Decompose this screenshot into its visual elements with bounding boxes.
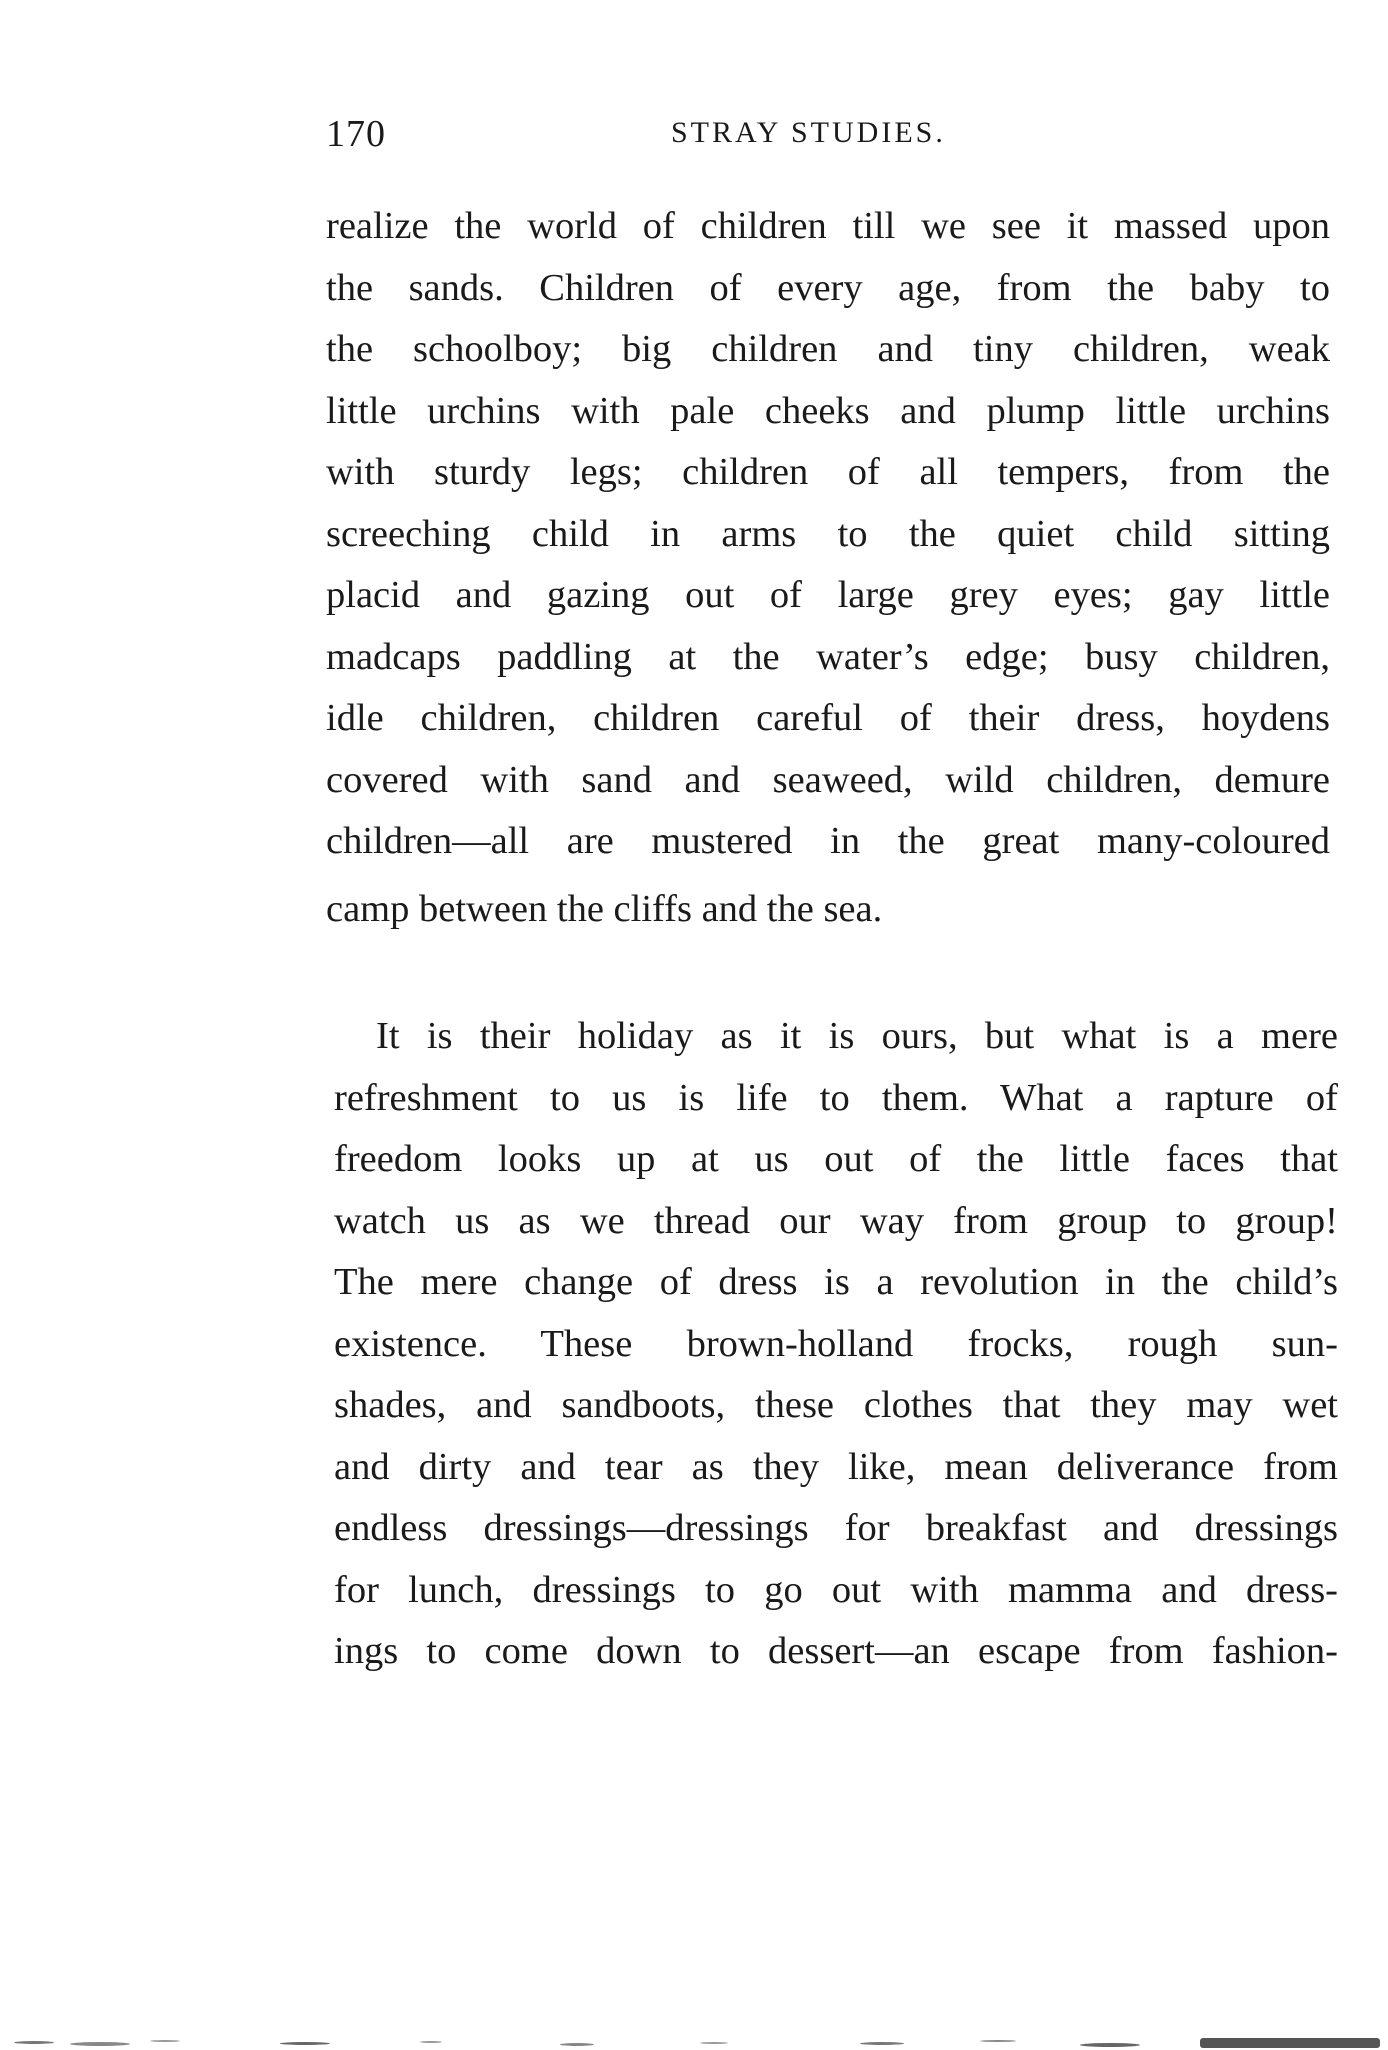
text-line: realize the world of children till we see it massed upon xyxy=(326,205,1330,247)
text-line: the sands. Children of every age, from the baby to xyxy=(326,266,1330,309)
text-line: the schoolboy; big children and tiny children, weak xyxy=(326,328,1330,370)
running-head: STRAY STUDIES. xyxy=(671,116,946,149)
text-line: idle children, children careful of their dress, hoydens xyxy=(326,697,1330,739)
paragraph-2 xyxy=(334,1006,1338,1683)
text-line: existence. These brown-holland frocks, rough sun- xyxy=(334,1322,1338,1365)
page-header xyxy=(326,112,1330,172)
text-line: madcaps paddling at the water’s edge; busy children, xyxy=(326,635,1330,678)
text-line: freedom looks up at us out of the little faces that xyxy=(334,1138,1338,1180)
text-line: for lunch, dressings to go out with mamma and dress- xyxy=(334,1568,1338,1611)
text-line: camp between the cliffs and the sea. xyxy=(326,887,883,930)
text-line: screeching child in arms to the quiet child sitting xyxy=(326,512,1330,555)
text-line: It is their holiday as it is ours, but what is a mere xyxy=(376,1015,1338,1057)
text-line: watch us as we thread our way from group to group! xyxy=(334,1199,1338,1242)
text-line: little urchins with pale cheeks and plump little urchins xyxy=(326,389,1330,432)
scan-edge-noise xyxy=(0,2028,1388,2050)
text-line: endless dressings—dressings for breakfast and dressings xyxy=(334,1507,1338,1549)
text-line: with sturdy legs; children of all tempers, from the xyxy=(326,451,1330,493)
text-line: refreshment to us is life to them. What a rapture of xyxy=(334,1076,1338,1119)
text-line: children—all are mustered in the great many-coloured xyxy=(326,820,1330,862)
text-line: ings to come down to dessert—an escape from fashion- xyxy=(334,1630,1338,1672)
text-line: The mere change of dress is a revolution in the child’s xyxy=(334,1261,1338,1303)
text-line: covered with sand and seaweed, wild children, demure xyxy=(326,758,1330,801)
text-line: placid and gazing out of large grey eyes; gay little xyxy=(326,574,1330,616)
paragraph-1 xyxy=(326,196,1330,940)
text-line: and dirty and tear as they like, mean deliverance from xyxy=(334,1445,1338,1488)
text-line: shades, and sandboots, these clothes that they may wet xyxy=(334,1384,1338,1426)
page-number: 170 xyxy=(326,113,386,155)
